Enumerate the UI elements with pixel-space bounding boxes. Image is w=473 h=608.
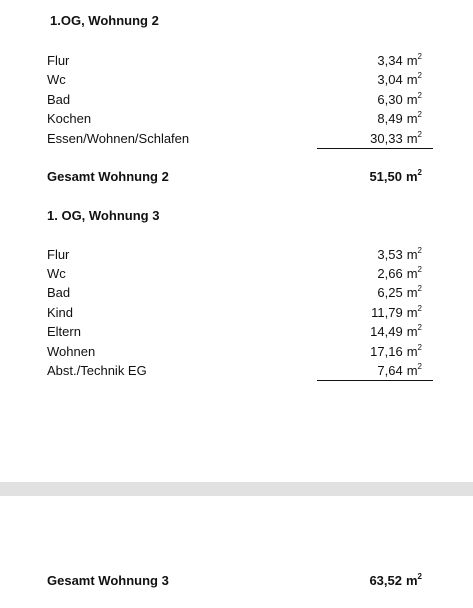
- room-row: [0, 305, 473, 324]
- room-name: Essen/Wohnen/Schlafen: [47, 131, 190, 146]
- total-row-wohnung-2: [0, 169, 473, 188]
- section-title-wohnung-3: 1. OG, Wohnung 3: [47, 208, 160, 223]
- room-name: Flur: [47, 53, 70, 68]
- room-row: [0, 285, 473, 304]
- room-row: [0, 72, 473, 91]
- total-row-wohnung-3: [0, 573, 473, 592]
- room-area: 2,66 $m^2$: [377, 265, 422, 281]
- room-row: [0, 247, 473, 266]
- room-name: Wohnen: [47, 344, 96, 359]
- room-name: Kind: [47, 305, 74, 320]
- room-area: 14,49 $m^2$: [370, 323, 422, 339]
- room-name: Eltern: [47, 324, 81, 339]
- room-row: [0, 53, 473, 72]
- total-label: Gesamt Wohnung 3: [47, 573, 169, 588]
- room-area: 7,64 $m^2$: [377, 362, 422, 378]
- room-area: 3,34 $m^2$: [377, 52, 422, 68]
- sum-underline: [317, 380, 433, 381]
- room-row: [0, 92, 473, 111]
- total-area: 63,52 $m^2$: [369, 572, 422, 588]
- room-name: Flur: [47, 247, 70, 262]
- room-row: [0, 344, 473, 363]
- total-label: Gesamt Wohnung 2: [47, 169, 169, 184]
- room-row: [0, 266, 473, 285]
- document-page-2: [0, 496, 473, 608]
- room-name: Wc: [47, 72, 66, 87]
- section-title-wohnung-2: 1.OG, Wohnung 2: [50, 13, 159, 28]
- room-area: 17,16 $m^2$: [370, 343, 422, 359]
- total-area: 51,50 $m^2$: [369, 168, 422, 184]
- room-name: Bad: [47, 92, 71, 107]
- room-area: 11,79 $m^2$: [371, 304, 422, 320]
- room-name: Kochen: [47, 111, 92, 126]
- room-area: 3,04 $m^2$: [377, 71, 422, 87]
- room-row: [0, 111, 473, 130]
- room-name: Abst./Technik EG: [47, 363, 147, 378]
- room-area: 30,33 $m^2$: [370, 130, 422, 146]
- room-row: [0, 324, 473, 343]
- room-area: 6,25 $m^2$: [377, 284, 422, 300]
- room-name: Wc: [47, 266, 66, 281]
- room-area: 8,49 $m^2$: [377, 110, 422, 126]
- room-name: Bad: [47, 285, 71, 300]
- room-area: 3,53 $m^2$: [377, 246, 422, 262]
- page-separator: [0, 482, 473, 496]
- sum-underline: [317, 148, 433, 149]
- room-area: 6,30 $m^2$: [377, 91, 422, 107]
